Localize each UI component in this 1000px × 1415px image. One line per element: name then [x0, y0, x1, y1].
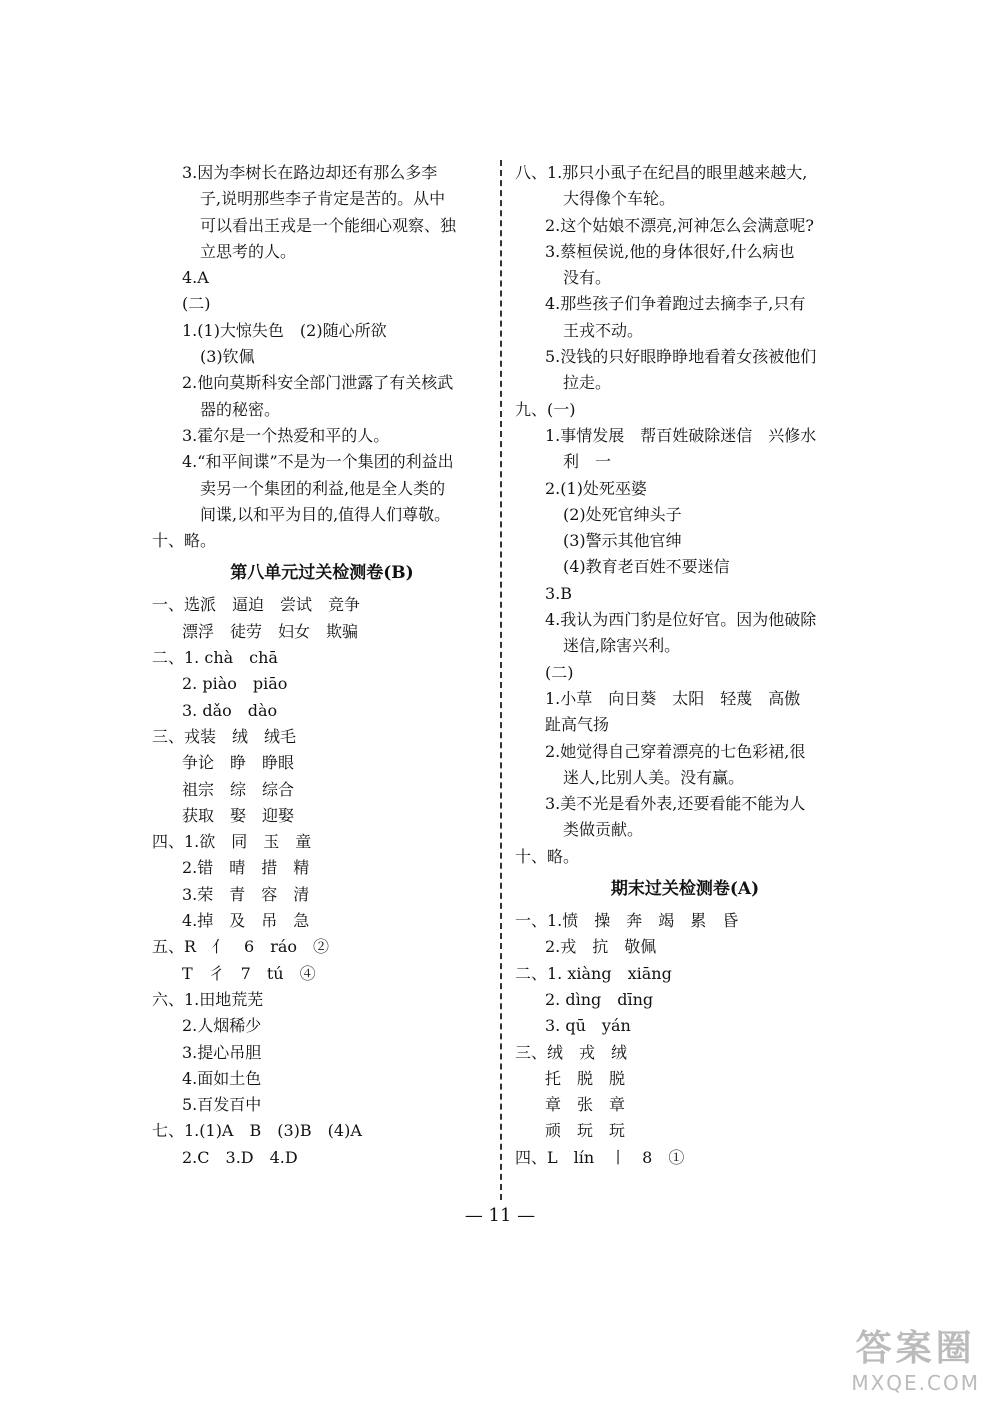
- answer-line: T 彳 7 tú ④: [182, 963, 316, 983]
- answer-line: 4.掉 及 吊 急: [182, 911, 310, 931]
- answer-line: 5.百发百中: [182, 1095, 262, 1115]
- answer-line: 4.A: [182, 268, 209, 288]
- answer-line: 十、略。: [515, 846, 580, 866]
- answer-line: 4.面如土色: [182, 1068, 262, 1088]
- answer-line: 2.(1)处死巫婆: [545, 478, 647, 498]
- answer-line: 争论 睁 睁眼: [182, 753, 295, 773]
- column-divider: [500, 160, 502, 1200]
- answer-line: 2.戎 抗 敬佩: [545, 937, 657, 957]
- answer-line: 迷信,除害兴利。: [563, 636, 681, 656]
- answer-line: 3.因为李树长在路边却还有那么多李: [182, 163, 438, 182]
- answer-line: 类做贡献。: [563, 820, 644, 840]
- answer-line: 器的秘密。: [200, 399, 281, 419]
- answer-line: 3.提心吊胆: [182, 1042, 262, 1062]
- answer-line: 子,说明那些李子肯定是苦的。从中: [200, 189, 446, 209]
- answer-line: 顽 玩 玩: [545, 1121, 626, 1141]
- answer-line: (2)处死官绅头子: [563, 504, 682, 524]
- answer-line: 1.小草 向日葵 太阳 轻蔑 高傲: [545, 688, 801, 708]
- answer-line: 4.那些孩子们争着跑过去摘李子,只有: [545, 294, 806, 314]
- answer-line: 六、1.田地荒芜: [152, 989, 264, 1009]
- answer-line: (3)钦佩: [200, 347, 255, 367]
- answer-line: 章 张 章: [545, 1095, 626, 1115]
- answer-line: 迷人,比别人美。没有赢。: [563, 767, 745, 787]
- answer-line: 3.B: [545, 583, 573, 603]
- answer-line: 托 脱 脱: [545, 1068, 626, 1088]
- answer-line: 四、L lín 丨 8 ①: [515, 1147, 685, 1167]
- answer-line: 利 一: [563, 452, 612, 472]
- left-column: [152, 160, 492, 1171]
- answer-line: 漂浮 徒劳 妇女 欺骗: [182, 621, 359, 641]
- answer-line: 4.“和平间谍”不是为一个集团的利益出: [182, 452, 454, 472]
- answer-line: 3. qū yán: [545, 1016, 631, 1036]
- answer-line: 立思考的人。: [200, 241, 297, 261]
- answer-line: 可以看出王戎是一个能细心观察、独: [200, 215, 457, 235]
- answer-line: (3)警示其他官绅: [563, 531, 682, 551]
- answer-line: (二): [545, 662, 574, 682]
- answer-line: 四、1.欲 同 玉 童: [152, 832, 312, 852]
- answer-line: 九、(一): [515, 399, 576, 419]
- answer-line: 1.事情发展 帮百姓破除迷信 兴修水: [545, 425, 817, 445]
- section-heading: 第八单元过关检测卷(B): [230, 563, 414, 584]
- answer-line: 3.荣 青 容 清: [182, 884, 310, 904]
- answer-line: (二): [182, 294, 211, 314]
- answer-line: 5.没钱的只好眼睁睁地看着女孩被他们: [545, 347, 817, 367]
- answer-line: 大得像个车轮。: [563, 189, 676, 209]
- section-heading: 期末过关检测卷(A): [610, 879, 760, 900]
- answer-line: 三、绒 戎 绒: [515, 1042, 628, 1062]
- answer-line: 一、选派 逼迫 尝试 竞争: [152, 595, 361, 615]
- answer-line: 2.C 3.D 4.D: [182, 1147, 298, 1167]
- answer-line: 没有。: [563, 268, 612, 288]
- answer-line: 2.错 晴 措 精: [182, 858, 310, 878]
- answer-line: 十、略。: [152, 531, 217, 551]
- answer-line: 八、1.那只小虱子在纪昌的眼里越来越大,: [515, 163, 808, 182]
- answer-line: 趾高气扬: [545, 715, 610, 735]
- answer-line: 2.他向莫斯科安全部门泄露了有关核武: [182, 373, 454, 393]
- answer-line: 二、1. chà chā: [152, 648, 278, 668]
- right-column: [515, 160, 855, 1171]
- answer-line: 2. dìng dīng: [545, 989, 654, 1009]
- watermark-url: MXQE.COM: [851, 1371, 980, 1395]
- answer-line: 五、R 亻 6 ráo ②: [152, 937, 330, 957]
- answer-line: 3.蔡桓侯说,他的身体很好,什么病也: [545, 241, 795, 261]
- answer-line: 王戎不动。: [563, 320, 644, 340]
- page-number: — 11 —: [464, 1205, 536, 1226]
- answer-line: 祖宗 综 综合: [182, 779, 295, 799]
- answer-line: 间谍,以和平为目的,值得人们尊敬。: [200, 504, 451, 524]
- answer-line: 七、1.(1)A B (3)B (4)A: [152, 1121, 362, 1141]
- watermark-text: 答案圈: [855, 1328, 976, 1369]
- answer-line: 二、1. xiàng xiāng: [515, 963, 672, 983]
- answer-line: 2. piào piāo: [182, 674, 288, 694]
- answer-line: 3. dǎo dào: [182, 700, 278, 720]
- answer-line: 拉走。: [563, 373, 612, 393]
- answer-line: 1.(1)大惊失色 (2)随心所欲: [182, 320, 387, 340]
- answer-line: 3.霍尔是一个热爱和平的人。: [182, 425, 390, 445]
- answer-line: 一、1.愤 操 奔 竭 累 昏: [515, 911, 739, 931]
- answer-line: 获取 娶 迎娶: [182, 805, 295, 825]
- answer-line: 三、戎装 绒 绒毛: [152, 726, 297, 746]
- answer-line: 2.这个姑娘不漂亮,河神怎么会满意呢?: [545, 215, 814, 235]
- answer-line: (4)教育老百姓不要迷信: [563, 557, 730, 577]
- answer-line: 2.她觉得自己穿着漂亮的七色彩裙,很: [545, 741, 806, 761]
- answer-line: 3.美不光是看外表,还要看能不能为人: [545, 794, 806, 814]
- answer-line: 卖另一个集团的利益,他是全人类的: [200, 478, 446, 498]
- answer-line: 2.人烟稀少: [182, 1016, 262, 1036]
- answer-line: 4.我认为西门豹是位好官。因为他破除: [545, 610, 817, 630]
- watermark-logo: [851, 1320, 980, 1395]
